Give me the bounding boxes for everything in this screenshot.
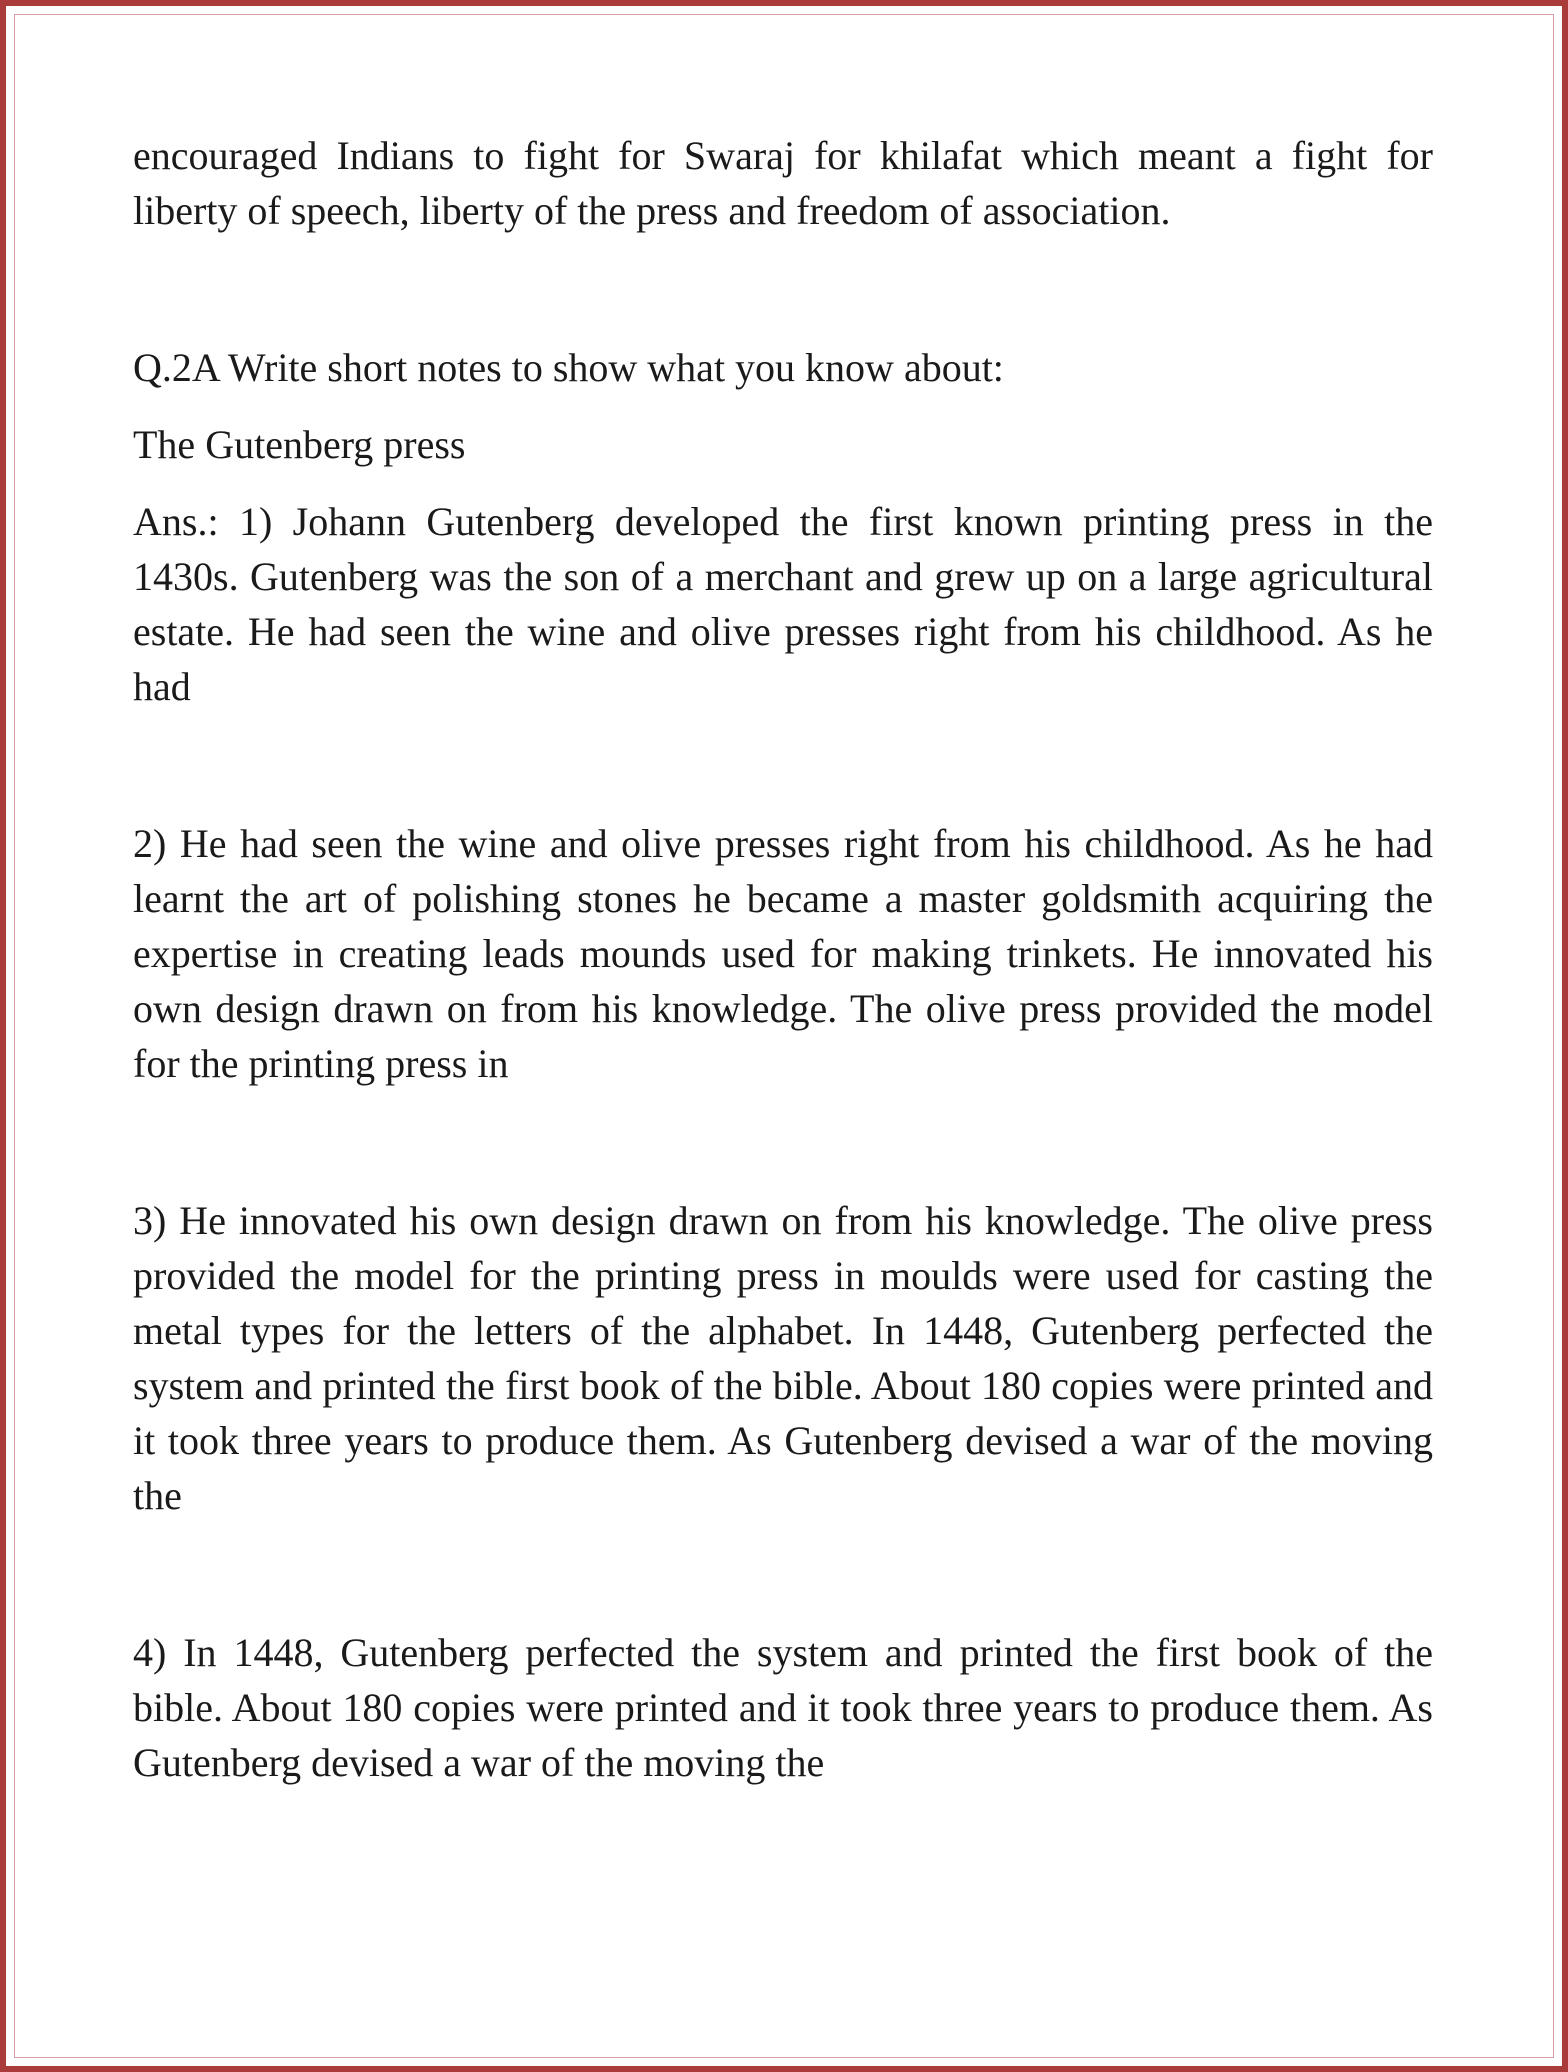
topic-title: The Gutenberg press — [133, 422, 466, 467]
answer-point-1: Ans.: 1) Johann Gutenberg developed the first known printing press in the 1430s. Gutenberg was the son of a merchant and grew up on a large agricultural estate. He had seen the wine and olive presses right from his childhood. As he had — [133, 499, 1433, 709]
question-heading: Q.2A Write short notes to show what you know about: — [133, 345, 1004, 390]
answer-point-4: 4) In 1448, Gutenberg perfected the system and printed the first book of the bible. About 180 copies were printed and it took three years to produce them. As Gutenberg devised a war of the moving the — [133, 1630, 1433, 1785]
document-body — [133, 128, 1433, 1790]
answer-point-3: 3) He innovated his own design drawn on from his knowledge. The olive press provided the model for the printing press in moulds were used for casting the metal types for the letters of the alphabet. In 1448, Gutenberg perfected the system and printed the first book of the bible. About 180 copies were printed and it took three years to produce them. As Gutenberg devised a war of the moving the — [133, 1198, 1433, 1518]
intro-paragraph: encouraged Indians to fight for Swaraj for khilafat which meant a fight for liberty of speech, liberty of the press and freedom of association. — [133, 133, 1433, 233]
answer-point-2: 2) He had seen the wine and olive presses right from his childhood. As he had learnt the art of polishing stones he became a master goldsmith acquiring the expertise in creating leads mounds used for making trinkets. He innovated his own design drawn on from his knowledge. The olive press provided the model for the printing press in — [133, 821, 1433, 1086]
